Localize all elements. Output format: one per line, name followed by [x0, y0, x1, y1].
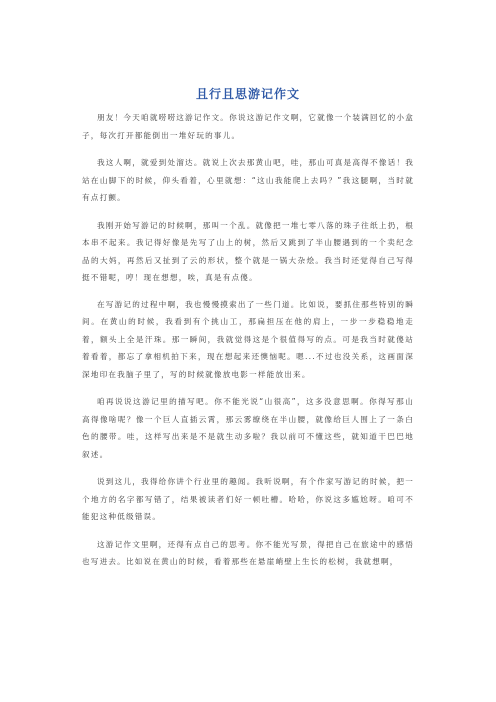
paragraph-6: 说到这儿，我得给你讲个行业里的趣闻。我听说啊，有个作家写游记的时候，把一个地方的名字都写错了，结果被读者们好一顿吐槽。哈哈，你说这多尴尬呀。咱可不能犯这种低级错误。 — [82, 477, 414, 521]
paragraph-4: 在写游记的过程中啊，我也慢慢摸索出了一些门道。比如说，要抓住那些特别的瞬间。在黄山的时候，我看到有个挑山工，那扁担压在他的肩上，一步一步稳稳地走着，额头上全是汗珠。那一瞬间，我就觉得这是个很值得写的点。可是我当时就傻站着看着，都忘了拿相机拍下来，现在想起来还懊恼呢。嗯...不过也没关系，这画面深深地印在我脑子里了，写的时候就像放电影一样能放出来。 — [82, 299, 414, 379]
document-title: 且行且思游记作文 — [195, 87, 300, 101]
paragraph-1: 朋友！今天咱就唠唠这游记作文。你说这游记作文啊，它就像一个装满回忆的小盒子，每次打开都能倒出一堆好玩的事儿。 — [82, 113, 414, 140]
paragraph-2: 我这人啊，就爱到处溜达。就说上次去那黄山吧，哇，那山可真是高得不像话！我站在山脚下的时候，仰头看着，心里就想：“这山我能爬上去吗？”我这腿啊，当时就有点打颤。 — [82, 158, 414, 202]
paragraph-3: 我刚开始写游记的时候啊，那叫一个乱。就像把一堆七零八落的珠子往纸上扔，根本串不起来。我记得好像是先写了山上的树，然后又跳到了半山腰遇到的一个卖纪念品的大妈，再然后又扯到了云的形状，整个就是一锅大杂烩。我当时还觉得自己写得挺不错呢，哼！现在想想，唉，真是有点傻。 — [82, 220, 414, 282]
paragraph-7: 这游记作文里啊，还得有点自己的思考。你不能光写景，得把自己在旅途中的感悟也写进去。比如说在黄山的时候，看着那些在悬崖峭壁上生长的松树，我就想啊， — [82, 539, 414, 566]
paragraph-5: 咱再说说这游记里的描写吧。你不能光说“山很高”，这多没意思啊。你得写那山高得像啥呢？像一个巨人直插云霄，那云雾缭绕在半山腰，就像给巨人围上了一条白色的腰带。哇，这样写出来是不是就生动多啦？我以前可不懂这些，就知道干巴巴地叙述。 — [82, 397, 414, 459]
